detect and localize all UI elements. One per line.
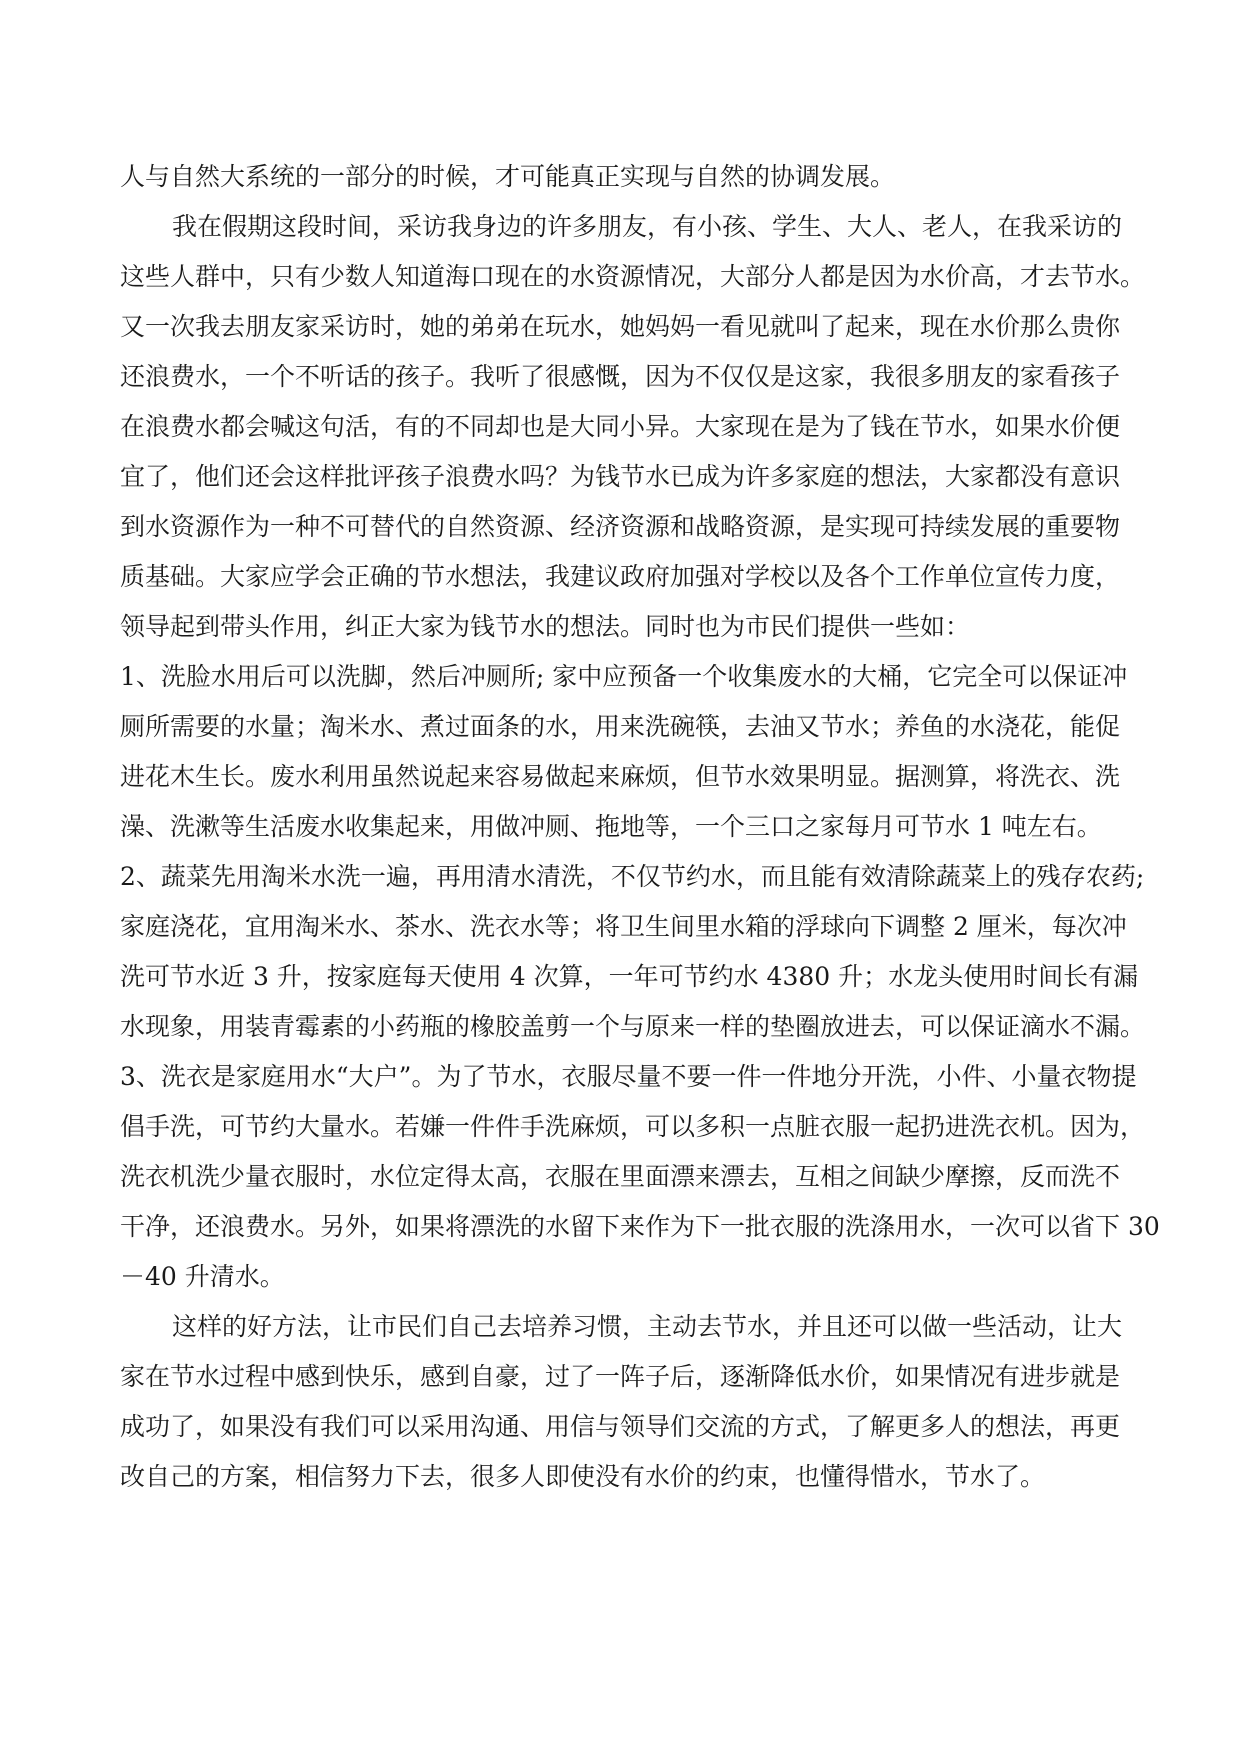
paragraph-line: 改自己的方案，相信努力下去，很多人即使没有水价的约束，也懂得惜水，节水了。 (120, 1462, 1046, 1491)
paragraph-line: 家在节水过程中感到快乐，感到自豪，过了一阵子后，逐渐降低水价，如果情况有进步就是 (120, 1362, 1121, 1391)
list-item-line: 洗可节水近 3 升，按家庭每天使用 4 次算，一年可节约水 4380 升；水龙头使用时间长有漏 (120, 962, 1139, 991)
paragraph-line: 成功了，如果没有我们可以采用沟通、用信与领导们交流的方式，了解更多人的想法，再更 (120, 1412, 1121, 1441)
paragraph-line: 这样的好方法，让市民们自己去培养习惯，主动去节水，并且还可以做一些活动，让大 (172, 1312, 1123, 1341)
list-item-line: 厕所需要的水量；淘米水、煮过面条的水，用来洗碗筷，去油又节水；养鱼的水浇花，能促 (120, 712, 1121, 741)
paragraph-line: 我在假期这段时间，采访我身边的许多朋友，有小孩、学生、大人、老人，在我采访的 (172, 212, 1123, 241)
paragraph-line: 这些人群中，只有少数人知道海口现在的水资源情况，大部分人都是因为水价高，才去节水。 (120, 262, 1146, 291)
paragraph-line: 到水资源作为一种不可替代的自然资源、经济资源和战略资源，是实现可持续发展的重要物 (120, 512, 1121, 541)
paragraph-line: 质基础。大家应学会正确的节水想法，我建议政府加强对学校以及各个工作单位宣传力度， (120, 562, 1121, 591)
list-item-line: 倡手洗，可节约大量水。若嫌一件件手洗麻烦，可以多积一点脏衣服一起扔进洗衣机。因为， (120, 1112, 1146, 1141)
list-item-line: 干净，还浪费水。另外，如果将漂洗的水留下来作为下一批衣服的洗涤用水，一次可以省下 30 (120, 1212, 1160, 1241)
list-item-line: 家庭浇花，宜用淘米水、茶水、洗衣水等；将卫生间里水箱的浮球向下调整 2 厘米，每次冲 (120, 912, 1127, 941)
list-item-line: －40 升清水。 (120, 1262, 285, 1291)
list-item-line: 进花木生长。废水利用虽然说起来容易做起来麻烦，但节水效果明显。据测算，将洗衣、洗 (120, 762, 1121, 791)
paragraph-line: 领导起到带头作用，纠正大家为钱节水的想法。同时也为市民们提供一些如： (120, 612, 971, 641)
paragraph-line: 还浪费水，一个不听话的孩子。我听了很感慨，因为不仅仅是这家，我很多朋友的家看孩子 (120, 362, 1121, 391)
list-item-line: 1、洗脸水用后可以洗脚，然后冲厕所; 家中应预备一个收集废水的大桶，它完全可以保证冲 (120, 662, 1128, 691)
paragraph-line: 人与自然大系统的一部分的时候，才可能真正实现与自然的协调发展。 (120, 162, 896, 191)
document-body (120, 152, 1160, 1502)
paragraph-line: 又一次我去朋友家采访时，她的弟弟在玩水，她妈妈一看见就叫了起来，现在水价那么贵你 (120, 312, 1121, 341)
paragraph-line: 在浪费水都会喊这句活，有的不同却也是大同小异。大家现在是为了钱在节水，如果水价便 (120, 412, 1121, 441)
list-item-line: 2、蔬菜先用淘米水洗一遍，再用清水清洗，不仅节约水，而且能有效清除蔬菜上的残存农药; (120, 862, 1145, 891)
list-item-line: 3、洗衣是家庭用水“大户”。为了节水，衣服尽量不要一件一件地分开洗，小件、小量衣物提 (120, 1062, 1137, 1091)
list-item-line: 澡、洗漱等生活废水收集起来，用做冲厕、拖地等，一个三口之家每月可节水 1 吨左右。 (120, 812, 1102, 841)
paragraph-line: 宜了，他们还会这样批评孩子浪费水吗？为钱节水已成为许多家庭的想法，大家都没有意识 (120, 462, 1121, 491)
list-item-line: 洗衣机洗少量衣服时，水位定得太高，衣服在里面漂来漂去，互相之间缺少摩擦，反而洗不 (120, 1162, 1121, 1191)
list-item-line: 水现象，用装青霉素的小药瓶的橡胶盖剪一个与原来一样的垫圈放进去，可以保证滴水不漏。 (120, 1012, 1146, 1041)
